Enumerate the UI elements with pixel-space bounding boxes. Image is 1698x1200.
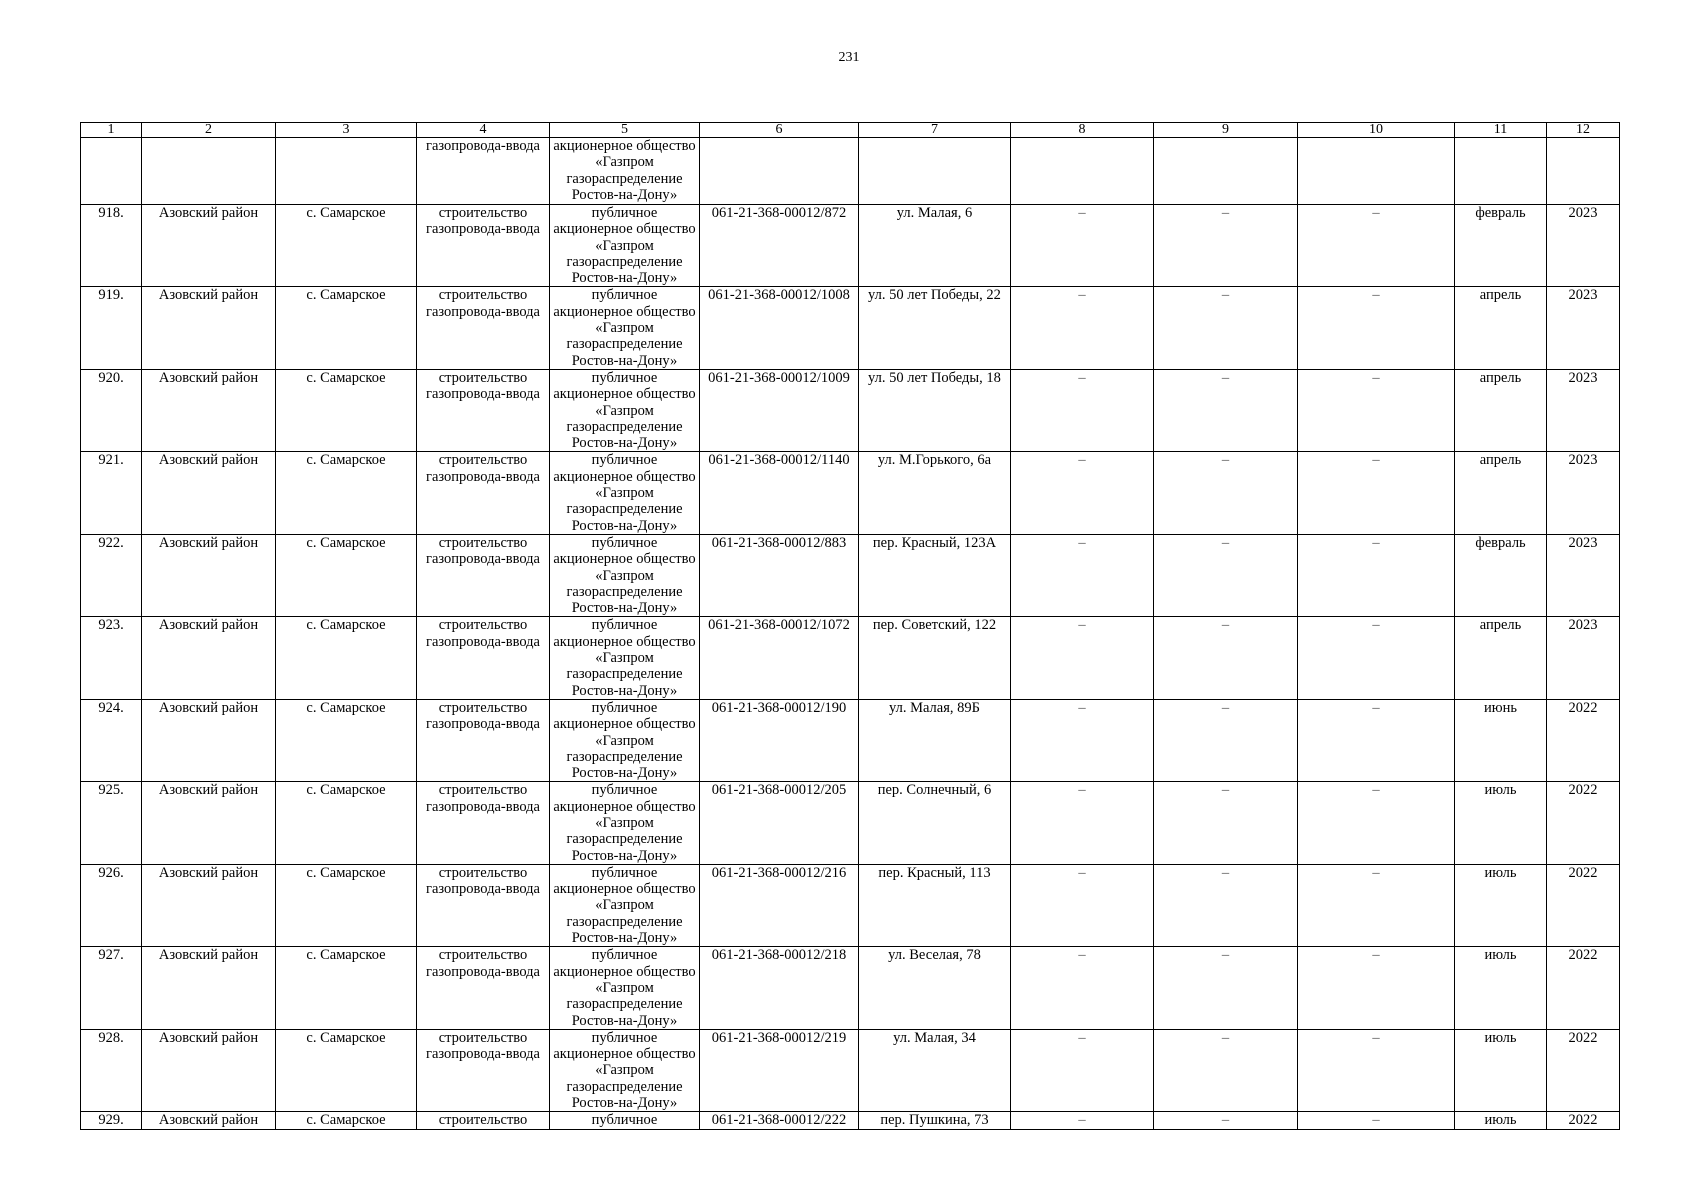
- row-number-cell: 928.: [81, 1029, 142, 1111]
- address-cell: пер. Красный, 123А: [859, 534, 1011, 616]
- col10-cell: –: [1298, 782, 1455, 864]
- permit-code-cell: 061-21-368-00012/883: [700, 534, 859, 616]
- district-cell: Азовский район: [142, 947, 276, 1029]
- col10-cell: –: [1298, 699, 1455, 781]
- table-row: [81, 617, 1620, 699]
- table-row: [81, 864, 1620, 946]
- work-type-cell: строительство газопровода-ввода: [417, 699, 550, 781]
- col10-cell: –: [1298, 452, 1455, 534]
- row-number-cell: 919.: [81, 287, 142, 369]
- permit-code-cell: 061-21-368-00012/216: [700, 864, 859, 946]
- col9-cell: –: [1154, 699, 1298, 781]
- continuation-row: [81, 138, 1620, 205]
- permit-code-cell: 061-21-368-00012/1140: [700, 452, 859, 534]
- col9-cell: –: [1154, 205, 1298, 287]
- table-row: [81, 782, 1620, 864]
- col9-cell: –: [1154, 534, 1298, 616]
- row-number-cell: 918.: [81, 205, 142, 287]
- district-cell: Азовский район: [142, 864, 276, 946]
- work-type-cell: строительство газопровода-ввода: [417, 287, 550, 369]
- month-cell: июнь: [1455, 699, 1547, 781]
- organization-cell: акционерное общество «Газпром газораспределение Ростов-на-Дону»: [550, 138, 700, 205]
- month-cell: апрель: [1455, 617, 1547, 699]
- settlement-cell: с. Самарское: [276, 1112, 417, 1130]
- year-cell: 2023: [1547, 452, 1620, 534]
- row-number-cell: 923.: [81, 617, 142, 699]
- work-type-cell: строительство газопровода-ввода: [417, 534, 550, 616]
- col10-cell: –: [1298, 617, 1455, 699]
- year-cell: 2023: [1547, 534, 1620, 616]
- settlement-cell: с. Самарское: [276, 534, 417, 616]
- col9-cell: –: [1154, 369, 1298, 451]
- address-cell: ул. Веселая, 78: [859, 947, 1011, 1029]
- settlement-cell: с. Самарское: [276, 1029, 417, 1111]
- col10-cell: –: [1298, 534, 1455, 616]
- col8-cell: –: [1011, 782, 1154, 864]
- work-type-cell: строительство газопровода-ввода: [417, 947, 550, 1029]
- col9-cell: –: [1154, 864, 1298, 946]
- header-cell: 6: [700, 123, 859, 138]
- settlement-cell: с. Самарское: [276, 782, 417, 864]
- settlement-cell: с. Самарское: [276, 452, 417, 534]
- table-cell: [1298, 138, 1455, 205]
- organization-cell: публичное акционерное общество «Газпром газораспределение Ростов-на-Дону»: [550, 699, 700, 781]
- address-cell: ул. Малая, 34: [859, 1029, 1011, 1111]
- col8-cell: –: [1011, 617, 1154, 699]
- organization-cell: публичное акционерное общество «Газпром газораспределение Ростов-на-Дону»: [550, 369, 700, 451]
- col10-cell: –: [1298, 1029, 1455, 1111]
- col8-cell: –: [1011, 369, 1154, 451]
- organization-cell: публичное акционерное общество «Газпром газораспределение Ростов-на-Дону»: [550, 782, 700, 864]
- settlement-cell: с. Самарское: [276, 617, 417, 699]
- header-cell: 3: [276, 123, 417, 138]
- header-cell: 8: [1011, 123, 1154, 138]
- organization-cell: публичное акционерное общество «Газпром газораспределение Ростов-на-Дону»: [550, 947, 700, 1029]
- organization-cell: публичное акционерное общество «Газпром газораспределение Ростов-на-Дону»: [550, 205, 700, 287]
- column-number-header: [81, 123, 1620, 138]
- table-cell: [1154, 138, 1298, 205]
- address-cell: ул. 50 лет Победы, 22: [859, 287, 1011, 369]
- permit-code-cell: 061-21-368-00012/1072: [700, 617, 859, 699]
- permit-code-cell: 061-21-368-00012/872: [700, 205, 859, 287]
- header-cell: 4: [417, 123, 550, 138]
- col9-cell: –: [1154, 287, 1298, 369]
- table-cell: [276, 138, 417, 205]
- work-type-cell: строительство газопровода-ввода: [417, 452, 550, 534]
- table-cell: [1011, 138, 1154, 205]
- row-number-cell: 927.: [81, 947, 142, 1029]
- table-cell: [1547, 138, 1620, 205]
- year-cell: 2023: [1547, 369, 1620, 451]
- table-row: [81, 699, 1620, 781]
- table-row: [81, 452, 1620, 534]
- settlement-cell: с. Самарское: [276, 699, 417, 781]
- header-cell: 11: [1455, 123, 1547, 138]
- col10-cell: –: [1298, 1112, 1455, 1130]
- organization-cell: публичное акционерное общество «Газпром газораспределение Ростов-на-Дону»: [550, 1029, 700, 1111]
- col10-cell: –: [1298, 287, 1455, 369]
- district-cell: Азовский район: [142, 782, 276, 864]
- col10-cell: –: [1298, 205, 1455, 287]
- col8-cell: –: [1011, 287, 1154, 369]
- year-cell: 2022: [1547, 1112, 1620, 1130]
- settlement-cell: с. Самарское: [276, 864, 417, 946]
- row-number-cell: 920.: [81, 369, 142, 451]
- header-cell: 2: [142, 123, 276, 138]
- row-number-cell: 925.: [81, 782, 142, 864]
- permit-code-cell: 061-21-368-00012/190: [700, 699, 859, 781]
- district-cell: Азовский район: [142, 1112, 276, 1130]
- year-cell: 2022: [1547, 864, 1620, 946]
- year-cell: 2022: [1547, 699, 1620, 781]
- permit-code-cell: 061-21-368-00012/219: [700, 1029, 859, 1111]
- work-type-cell: газопровода-ввода: [417, 138, 550, 205]
- work-type-cell: строительство газопровода-ввода: [417, 369, 550, 451]
- header-cell: 7: [859, 123, 1011, 138]
- table-row: [81, 287, 1620, 369]
- organization-cell: публичное акционерное общество «Газпром газораспределение Ростов-на-Дону»: [550, 534, 700, 616]
- permit-code-cell: 061-21-368-00012/1008: [700, 287, 859, 369]
- settlement-cell: с. Самарское: [276, 947, 417, 1029]
- header-cell: 9: [1154, 123, 1298, 138]
- month-cell: июль: [1455, 1112, 1547, 1130]
- table-cell: [859, 138, 1011, 205]
- address-cell: ул. Малая, 89Б: [859, 699, 1011, 781]
- table-row: [81, 534, 1620, 616]
- district-cell: Азовский район: [142, 1029, 276, 1111]
- organization-cell: публичное акционерное общество «Газпром газораспределение Ростов-на-Дону»: [550, 617, 700, 699]
- organization-cell: публичное: [550, 1112, 700, 1130]
- col8-cell: –: [1011, 864, 1154, 946]
- month-cell: апрель: [1455, 287, 1547, 369]
- table-cell: [1455, 138, 1547, 205]
- permit-code-cell: 061-21-368-00012/205: [700, 782, 859, 864]
- district-cell: Азовский район: [142, 699, 276, 781]
- table-cell: [700, 138, 859, 205]
- work-type-cell: строительство газопровода-ввода: [417, 782, 550, 864]
- year-cell: 2023: [1547, 617, 1620, 699]
- header-cell: 12: [1547, 123, 1620, 138]
- work-type-cell: строительство газопровода-ввода: [417, 1029, 550, 1111]
- col8-cell: –: [1011, 1112, 1154, 1130]
- month-cell: февраль: [1455, 534, 1547, 616]
- year-cell: 2023: [1547, 287, 1620, 369]
- year-cell: 2022: [1547, 947, 1620, 1029]
- district-cell: Азовский район: [142, 287, 276, 369]
- district-cell: Азовский район: [142, 369, 276, 451]
- work-type-cell: строительство газопровода-ввода: [417, 864, 550, 946]
- header-cell: 10: [1298, 123, 1455, 138]
- table-row: [81, 1029, 1620, 1111]
- organization-cell: публичное акционерное общество «Газпром газораспределение Ростов-на-Дону»: [550, 864, 700, 946]
- row-number-cell: 929.: [81, 1112, 142, 1130]
- year-cell: 2023: [1547, 205, 1620, 287]
- register-table: [80, 122, 1620, 1130]
- permit-code-cell: 061-21-368-00012/1009: [700, 369, 859, 451]
- month-cell: апрель: [1455, 452, 1547, 534]
- table-row: [81, 369, 1620, 451]
- year-cell: 2022: [1547, 1029, 1620, 1111]
- table-row: [81, 947, 1620, 1029]
- table-cell: [81, 138, 142, 205]
- col8-cell: –: [1011, 205, 1154, 287]
- month-cell: июль: [1455, 1029, 1547, 1111]
- organization-cell: публичное акционерное общество «Газпром газораспределение Ростов-на-Дону»: [550, 452, 700, 534]
- district-cell: Азовский район: [142, 452, 276, 534]
- table-row: [81, 1112, 1620, 1130]
- header-cell: 5: [550, 123, 700, 138]
- district-cell: Азовский район: [142, 617, 276, 699]
- month-cell: июль: [1455, 782, 1547, 864]
- col9-cell: –: [1154, 1112, 1298, 1130]
- col9-cell: –: [1154, 1029, 1298, 1111]
- row-number-cell: 924.: [81, 699, 142, 781]
- year-cell: 2022: [1547, 782, 1620, 864]
- col10-cell: –: [1298, 947, 1455, 1029]
- address-cell: пер. Красный, 113: [859, 864, 1011, 946]
- permit-code-cell: 061-21-368-00012/218: [700, 947, 859, 1029]
- address-cell: пер. Советский, 122: [859, 617, 1011, 699]
- col8-cell: –: [1011, 452, 1154, 534]
- col8-cell: –: [1011, 534, 1154, 616]
- header-cell: 1: [81, 123, 142, 138]
- col8-cell: –: [1011, 947, 1154, 1029]
- col9-cell: –: [1154, 947, 1298, 1029]
- district-cell: Азовский район: [142, 534, 276, 616]
- month-cell: февраль: [1455, 205, 1547, 287]
- permit-code-cell: 061-21-368-00012/222: [700, 1112, 859, 1130]
- col9-cell: –: [1154, 617, 1298, 699]
- address-cell: пер. Солнечный, 6: [859, 782, 1011, 864]
- settlement-cell: с. Самарское: [276, 205, 417, 287]
- month-cell: апрель: [1455, 369, 1547, 451]
- page-number: 231: [838, 50, 860, 65]
- col9-cell: –: [1154, 452, 1298, 534]
- address-cell: пер. Пушкина, 73: [859, 1112, 1011, 1130]
- settlement-cell: с. Самарское: [276, 369, 417, 451]
- row-number-cell: 922.: [81, 534, 142, 616]
- table-cell: [142, 138, 276, 205]
- row-number-cell: 926.: [81, 864, 142, 946]
- row-number-cell: 921.: [81, 452, 142, 534]
- month-cell: июль: [1455, 864, 1547, 946]
- work-type-cell: строительство газопровода-ввода: [417, 205, 550, 287]
- col10-cell: –: [1298, 864, 1455, 946]
- work-type-cell: строительство газопровода-ввода: [417, 617, 550, 699]
- work-type-cell: строительство: [417, 1112, 550, 1130]
- col8-cell: –: [1011, 1029, 1154, 1111]
- district-cell: Азовский район: [142, 205, 276, 287]
- address-cell: ул. 50 лет Победы, 18: [859, 369, 1011, 451]
- col8-cell: –: [1011, 699, 1154, 781]
- organization-cell: публичное акционерное общество «Газпром газораспределение Ростов-на-Дону»: [550, 287, 700, 369]
- col9-cell: –: [1154, 782, 1298, 864]
- settlement-cell: с. Самарское: [276, 287, 417, 369]
- month-cell: июль: [1455, 947, 1547, 1029]
- table-row: [81, 205, 1620, 287]
- col10-cell: –: [1298, 369, 1455, 451]
- address-cell: ул. Малая, 6: [859, 205, 1011, 287]
- address-cell: ул. М.Горького, 6а: [859, 452, 1011, 534]
